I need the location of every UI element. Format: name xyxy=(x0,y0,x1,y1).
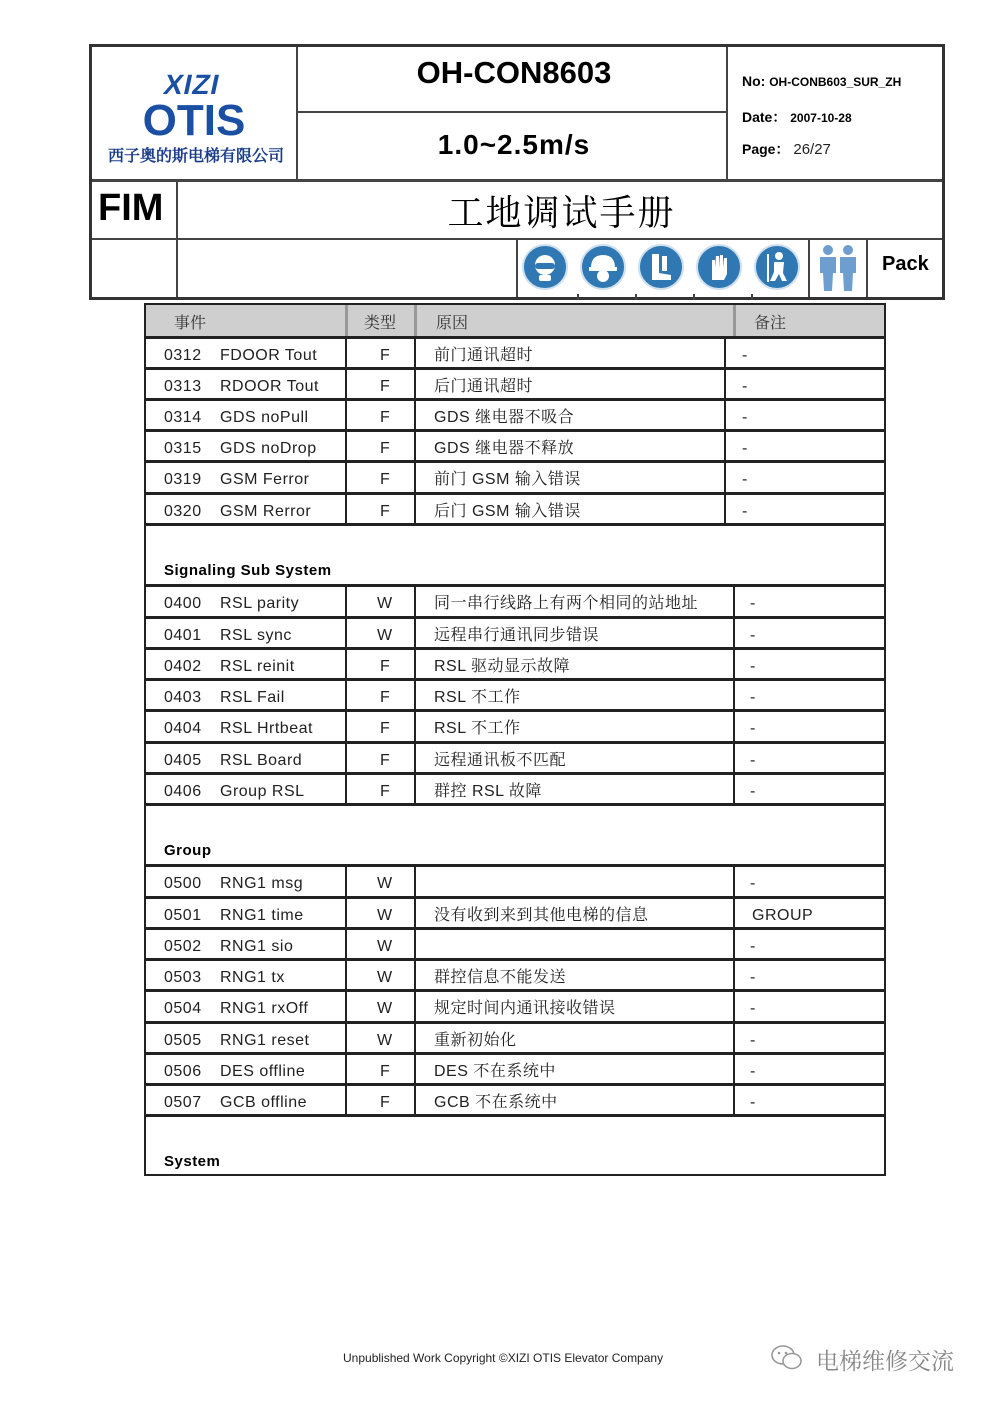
event-cause: RSL 不工作 xyxy=(434,689,521,706)
event-name: RSL sync xyxy=(220,627,292,644)
event-type: F xyxy=(380,409,391,426)
table-row xyxy=(146,744,884,775)
section-title-group: Group xyxy=(164,842,212,859)
event-code: 0505 xyxy=(164,1032,202,1049)
event-cause: 没有收到来到其他电梯的信息 xyxy=(434,907,649,924)
doc-page xyxy=(742,139,831,159)
event-name: RSL reinit xyxy=(220,658,295,675)
event-name: GDS noPull xyxy=(220,409,309,426)
event-type: W xyxy=(377,627,393,644)
table-row xyxy=(146,681,884,712)
event-cause: 远程串行通讯同步错误 xyxy=(434,627,600,644)
header-type: 类型 xyxy=(364,313,397,332)
event-code: 0315 xyxy=(164,440,202,457)
wechat-account-name: 电梯维修交流 xyxy=(816,1349,954,1375)
two-persons-icon xyxy=(814,243,862,293)
event-remark: - xyxy=(750,1094,756,1111)
event-type: W xyxy=(377,1000,393,1017)
logo-brand-top: XIZI xyxy=(161,69,224,100)
event-type: F xyxy=(380,440,391,457)
event-type: F xyxy=(380,752,391,769)
event-remark: - xyxy=(742,503,748,520)
event-type: W xyxy=(377,595,393,612)
event-name: RDOOR Tout xyxy=(220,378,319,395)
event-name: GDS noDrop xyxy=(220,440,317,457)
event-code: 0502 xyxy=(164,938,202,955)
event-type: F xyxy=(380,1094,391,1111)
event-name: GSM Ferror xyxy=(220,471,310,488)
table-row xyxy=(146,1086,884,1117)
event-name: DES offline xyxy=(220,1063,306,1080)
harness-icon xyxy=(754,244,800,290)
event-remark: - xyxy=(750,658,756,675)
event-remark: - xyxy=(750,752,756,769)
event-remark: - xyxy=(742,378,748,395)
event-remark: - xyxy=(750,1032,756,1049)
doc-number-label: No: xyxy=(742,73,766,89)
event-cause: 同一串行线路上有两个相同的站地址 xyxy=(434,595,699,612)
table-header-row xyxy=(146,305,884,336)
event-code: 0404 xyxy=(164,720,202,737)
event-remark: - xyxy=(742,471,748,488)
helmet-icon xyxy=(580,244,626,290)
manual-title: 工地调试手册 xyxy=(447,193,676,234)
event-code: 0401 xyxy=(164,627,202,644)
event-type: W xyxy=(377,875,393,892)
event-code: 0506 xyxy=(164,1063,202,1080)
event-code: 0400 xyxy=(164,595,202,612)
table-row xyxy=(146,370,884,401)
event-remark: - xyxy=(750,595,756,612)
event-name: RSL Fail xyxy=(220,689,285,706)
table-row xyxy=(146,619,884,650)
event-code: 0504 xyxy=(164,1000,202,1017)
doc-number-value: OH-CONB603_SUR_ZH xyxy=(769,75,902,89)
table-row xyxy=(146,992,884,1023)
event-name: FDOOR Tout xyxy=(220,347,318,364)
event-remark: - xyxy=(750,969,756,986)
event-name: RNG1 time xyxy=(220,907,304,924)
event-code: 0406 xyxy=(164,783,202,800)
event-code: 0402 xyxy=(164,658,202,675)
section-title-system: System xyxy=(164,1153,221,1170)
doc-page-label: Page： xyxy=(742,141,790,157)
header-remark: 备注 xyxy=(754,313,787,332)
event-name: RSL Board xyxy=(220,752,303,769)
event-name: GSM Rerror xyxy=(220,503,312,520)
header-cause: 原因 xyxy=(436,313,469,332)
table-row xyxy=(146,1055,884,1086)
event-code: 0503 xyxy=(164,969,202,986)
doc-number xyxy=(742,73,901,89)
event-name: RNG1 rxOff xyxy=(220,1000,309,1017)
event-type: F xyxy=(380,503,391,520)
table-row xyxy=(146,930,884,961)
event-code: 0501 xyxy=(164,907,202,924)
event-name: RSL parity xyxy=(220,595,300,612)
event-remark: - xyxy=(750,720,756,737)
event-name: RNG1 reset xyxy=(220,1032,310,1049)
table-row xyxy=(146,899,884,930)
table-row xyxy=(146,495,884,526)
event-cause: RSL 不工作 xyxy=(434,720,521,737)
event-remark: - xyxy=(742,440,748,457)
event-name: RNG1 sio xyxy=(220,938,294,955)
event-remark: - xyxy=(750,875,756,892)
event-type: W xyxy=(377,969,393,986)
fault-code-table xyxy=(144,303,886,1176)
event-type: W xyxy=(377,1032,393,1049)
logo-company-name: 西子奥的斯电梯有限公司 xyxy=(107,148,284,165)
pack-label: Pack xyxy=(882,253,929,275)
event-cause: 重新初始化 xyxy=(434,1032,517,1049)
event-cause: 规定时间内通讯接收错误 xyxy=(434,1000,616,1017)
document-code: OH-CON8603 xyxy=(416,55,612,90)
table-row xyxy=(146,401,884,432)
event-type: F xyxy=(380,1063,391,1080)
wechat-icon xyxy=(770,1344,804,1372)
speed-range: 1.0~2.5m/s xyxy=(437,129,591,160)
event-cause: 群控 RSL 故障 xyxy=(434,783,542,800)
event-type: W xyxy=(377,907,393,924)
event-remark: - xyxy=(750,627,756,644)
event-code: 0312 xyxy=(164,347,202,364)
event-remark: GROUP xyxy=(752,907,814,924)
table-row xyxy=(146,587,884,618)
event-name: RSL Hrtbeat xyxy=(220,720,313,737)
event-remark: - xyxy=(750,689,756,706)
event-remark: - xyxy=(742,409,748,426)
event-remark: - xyxy=(750,938,756,955)
doc-date xyxy=(742,107,852,127)
table-row xyxy=(146,712,884,743)
event-code: 0405 xyxy=(164,752,202,769)
event-type: F xyxy=(380,658,391,675)
table-row xyxy=(146,463,884,494)
event-type: F xyxy=(380,783,391,800)
event-cause: GCB 不在系统中 xyxy=(434,1094,558,1111)
safety-boots-icon xyxy=(638,244,684,290)
event-name: GCB offline xyxy=(220,1094,308,1111)
doc-date-value: 2007-10-28 xyxy=(790,111,852,125)
event-type: F xyxy=(380,689,391,706)
table-row xyxy=(146,775,884,806)
event-cause: GDS 继电器不释放 xyxy=(434,440,575,457)
event-cause: 后门通讯超时 xyxy=(434,378,534,395)
event-type: F xyxy=(380,471,391,488)
gloves-icon xyxy=(696,244,742,290)
event-code: 0319 xyxy=(164,471,202,488)
event-type: W xyxy=(377,938,393,955)
section-title-signaling: Signaling Sub System xyxy=(164,562,332,579)
document-header xyxy=(89,44,945,300)
safety-glasses-icon xyxy=(522,244,568,290)
event-name: RNG1 tx xyxy=(220,969,285,986)
event-code: 0313 xyxy=(164,378,202,395)
event-remark: - xyxy=(750,1000,756,1017)
event-cause: 前门通讯超时 xyxy=(434,347,534,364)
event-code: 0403 xyxy=(164,689,202,706)
event-cause: 后门 GSM 输入错误 xyxy=(434,503,581,520)
table-row xyxy=(146,1024,884,1055)
event-type: F xyxy=(380,720,391,737)
table-row xyxy=(146,961,884,992)
event-cause: GDS 继电器不吸合 xyxy=(434,409,575,426)
logo-brand-main: OTIS xyxy=(142,96,246,145)
event-cause: 远程通讯板不匹配 xyxy=(434,752,567,769)
event-code: 0314 xyxy=(164,409,202,426)
event-cause: 前门 GSM 输入错误 xyxy=(434,471,581,488)
event-remark: - xyxy=(750,783,756,800)
header-event: 事件 xyxy=(174,313,207,332)
event-type: F xyxy=(380,347,391,364)
event-type: F xyxy=(380,378,391,395)
event-remark: - xyxy=(750,1063,756,1080)
table-row xyxy=(146,432,884,463)
event-code: 0500 xyxy=(164,875,202,892)
event-cause: DES 不在系统中 xyxy=(434,1063,556,1080)
doc-page-value: 26/27 xyxy=(793,141,831,158)
table-row xyxy=(146,867,884,898)
event-cause: RSL 驱动显示故障 xyxy=(434,658,570,675)
fim-label: FIM xyxy=(98,187,164,229)
company-logo xyxy=(92,47,297,179)
doc-date-label: Date： xyxy=(742,109,787,125)
event-name: Group RSL xyxy=(220,783,305,800)
copyright-notice: Unpublished Work Copyright ©XIZI OTIS Elevator Company xyxy=(343,1351,664,1365)
table-row xyxy=(146,650,884,681)
event-code: 0320 xyxy=(164,503,202,520)
event-name: RNG1 msg xyxy=(220,875,304,892)
event-remark: - xyxy=(742,347,748,364)
event-code: 0507 xyxy=(164,1094,202,1111)
table-row xyxy=(146,339,884,370)
event-cause: 群控信息不能发送 xyxy=(434,969,567,986)
